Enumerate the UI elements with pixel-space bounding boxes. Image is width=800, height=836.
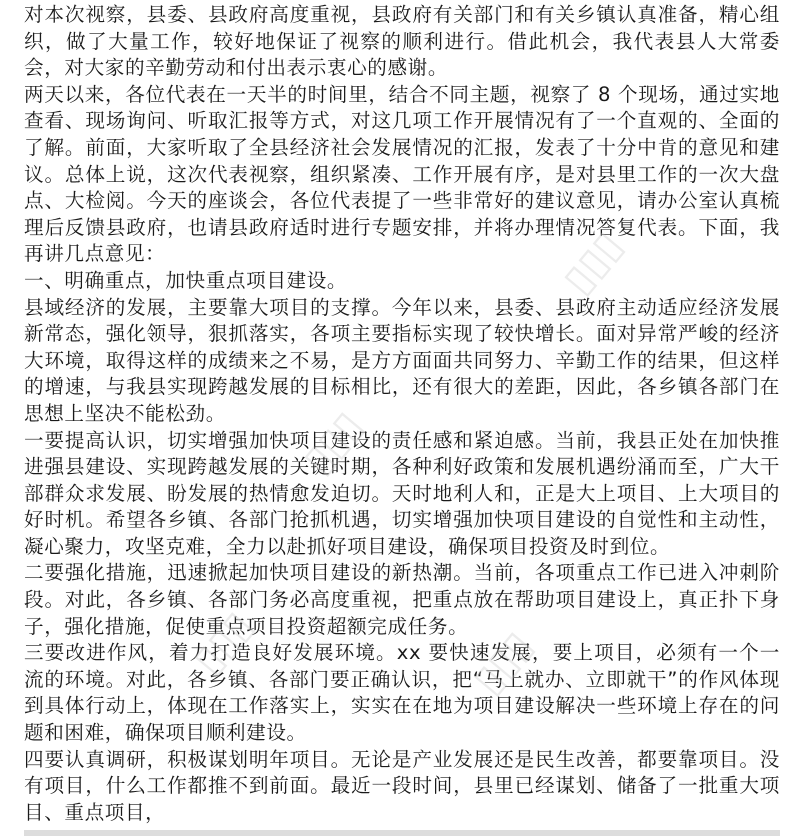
- watermark: ▯▯▯: [464, 622, 542, 704]
- document-body: [24, 2, 780, 836]
- paragraph-inspection-summary: 两天以来，各位代表在一天半的时间里，结合不同主题，视察了 8 个现场，通过实地查看、现场询问、听取汇报等方式，对这几项工作开展情况有了一个直观的、全面的了解。前面，大家听取了全县经济社会发展情况的汇报，发表了十分中肯的意见和建议。总体上说，这次代表视察，组织紧凑、工作开展有序，是对县里工作的一次大盘点、大检阅。今天的座谈会，各位代表提了一些非常好的建议意见，请办公室认真梳理后反馈县政府，也请县政府适时进行专题安排，并将办理情况答复代表。下面，我再讲几点意见：: [24, 82, 780, 266]
- paragraph-county-economy: 县域经济的发展，主要靠大项目的支撑。今年以来，县委、县政府主动适应经济发展新常态，强化领导，狠抓落实，各项主要指标实现了较快增长。面对异常严峻的经济大环境，取得这样的成绩来之不易，是方方面面共同努力、辛勤工作的结果，但这样的增速，与我县实现跨越发展的目标相比，还有很大的差距，因此，各乡镇各部门在思想上坚决不能松劲。: [24, 295, 780, 425]
- cropped-text-line: [24, 826, 780, 836]
- paragraph-point-1: 一要提高认识，切实增强加快项目建设的责任感和紧迫感。当前，我县正处在加快推进强县建设、实现跨越发展的关键时期，各种利好政策和发展机遇纷涌而至，广大干部群众求发展、盼发展的热情愈发迫切。天时地利人和，正是大上项目、上大项目的好时机。希望各乡镇、各部门抢抓机遇，切实增强加快项目建设的自觉性和主动性，凝心聚力，攻坚克难，全力以赴抓好项目建设，确保项目投资及时到位。: [24, 428, 780, 558]
- watermark: ▯▯▯: [184, 602, 262, 684]
- watermark: ▯▯▯: [554, 222, 632, 304]
- paragraph-point-3: 三要改进作风，着力打造良好发展环境。xx 要快速发展，要上项目，必须有一个一流的环境。对此，各乡镇、各部门要正确认识，把“马上就办、立即就干”的作风体现到具体行动上，体现在工作落实上，实实在在地为项目建设解决一些环境上存在的问题和困难，确保项目顺利建设。: [24, 641, 780, 745]
- section-heading-1: 一、明确重点，加快重点项目建设。: [24, 268, 348, 292]
- paragraph-point-2: 二要强化措施，迅速掀起加快项目建设的新热潮。当前，各项重点工作已进入冲刺阶段。对此，各乡镇、各部门务必高度重视，把重点放在帮助项目建设上，真正扑下身子，强化措施，促使重点项目投资超额完成任务。: [24, 561, 780, 638]
- paragraph-point-4: 四要认真调研，积极谋划明年项目。无论是产业发展还是民生改善，都要靠项目。没有项目，什么工作都推不到前面。最近一段时间，县里已经谋划、储备了一批重大项目、重点项目，: [24, 747, 780, 824]
- watermark: ▯▯▯: [294, 402, 372, 484]
- paragraph-intro-thanks: 对本次视察，县委、县政府高度重视，县政府有关部门和有关乡镇认真准备，精心组织，做了大量工作，较好地保证了视察的顺利进行。借此机会，我代表县人大常委会，对大家的辛勤劳动和付出表示衷心的感谢。: [24, 3, 780, 80]
